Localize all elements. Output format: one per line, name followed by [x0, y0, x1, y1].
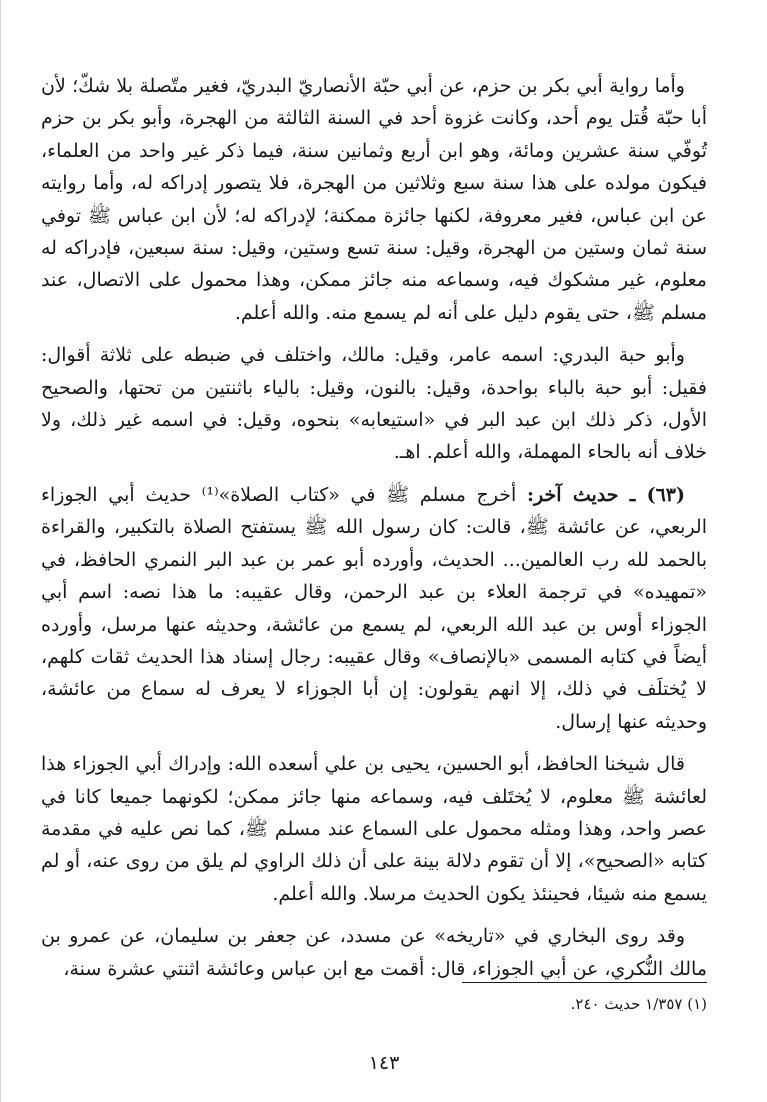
text-line: والصحيح الأول، ذكر ذلك ابن عبد البر في «استيعابه» بنحوه، وقيل: في اسمه غير: [41, 376, 707, 432]
text-line: سبعين، فإدراكه له معلوم، غير مشكوك فيه، وسماعه منه جائز ممكن، وهذا محمول: [41, 237, 707, 292]
text-line: مالك النُّكري، عن أبي الجوزاء، قال: أقمت مع ابن عباس وعائشة اثنتي عشرة سنة،: [63, 957, 707, 980]
paragraph-gap: [41, 738, 707, 748]
text-line: «تمهيده» في ترجمة العلاء بن عبد الرحمن، وقال عقيبه: ما هذا نصه: اسم أبي: [41, 581, 707, 604]
text-line: مقدمة كتابه «الصحيح»، إلا أن تقوم دلالة بينة على أن ذلك الراوي لم يلق من روى: [41, 817, 707, 873]
text-line: في عصر واحد، وهذا ومثله محمول على السماع عند مسلم ﷺ، كما نص عليه في: [41, 785, 707, 840]
paragraph-hadith-63: [41, 479, 707, 738]
paragraph-gap: [41, 910, 707, 920]
text-line: الربعي، عن عائشة ﷺ، قالت: كان رسول الله ﷺ يستفتح الصلاة بالتكبير، والقراءة: [41, 516, 707, 539]
text-line: وأما رواية أبي بكر بن حزم، عن أبي حبّة الأنصاريّ البدريّ، فغير متّصلة بلا: [116, 75, 685, 97]
footnote-divider: [462, 982, 707, 983]
paragraph-abu-habba: [41, 339, 707, 469]
text-line: لا يُختلَف في ذلك، إلا انهم يقولون: إن أبا الجوزاء لا يعرف له سماع من عائشة،: [41, 678, 707, 701]
text-line: أيضاً في كتابه المسمى «بالإنصاف» وقال عقيبه: رجال إسناد هذا الحديث ثقات كلهم،: [41, 645, 707, 668]
page-number: ١٤٣: [368, 1052, 400, 1074]
text-line: بالحمد لله رب العالمين... الحديث، وأورده أبو عمر بن عبد البر النمري الحافظ، في: [41, 548, 707, 571]
paragraph-gap: [41, 329, 707, 339]
footnote: (١) ١/٣٥٧ حديث ٢٤٠.: [570, 995, 707, 1013]
paragraph-abu-bakr-narration: [41, 70, 707, 329]
text-line: ذلك، ولا خلاف أنه بالحاء المهملة، والله أعلم. اهـ.: [41, 409, 707, 464]
main-text: [41, 70, 707, 985]
text-line: بكر بن حزم تُوفّي سنة عشرين ومائة، وهو ابن أربع وثمانين سنة، فيما ذكر غير واحد: [41, 107, 707, 162]
text-line: وقد روى البخاري في «تاريخه» عن مسدد، عن جعفر بن سليمان، عن عمرو بن: [41, 925, 685, 948]
paragraph-gap: [41, 469, 707, 479]
text-line: على الاتصال، عند مسلم ﷺ، حتى يقوم دليل على أنه لم يسمع منه. والله أعلم.: [41, 269, 707, 324]
text-line: أخرج مسلم ﷺ في «كتاب الصلاة»⁽¹⁾ حديث أبي الجوزاء: [41, 483, 517, 506]
text-line: أقوال: فقيل: أبو حبة بالباء بواحدة، وقيل: بالنون، وقيل: بالياء باثنتين من تحتها،: [41, 344, 708, 399]
paragraph-bukhari-tarikh: [41, 920, 707, 985]
text-line: وأبو حبة البدري: اسمه عامر، وقيل: مالك، واختلف في ضبطه على ثلاثة: [99, 344, 685, 367]
text-line: الجوزاء أوس بن عبد الله الربعي، لم يسمع من عائشة، وحديثه عنها مرسل، وأورده: [41, 613, 707, 636]
paragraph-sheikh-comment: [41, 748, 707, 910]
text-line: قال شيخنا الحافظ، أبو الحسين، يحيى بن علي أسعده الله: وإدراك أبي الجوزاء: [72, 753, 685, 776]
hadith-heading: (٦٣) ـ حديث آخر:: [527, 483, 686, 506]
text-line: من العلماء، فيكون مولده على هذا سنة سبع وثلاثين من الهجرة، فلا يتصور إدراكه له،: [41, 139, 707, 195]
text-line: عباس ﷺ توفي سنة ثمان وستين من الهجرة، وقيل: سنة تسع وستين، وقيل: سنة: [41, 204, 707, 260]
text-line: هذا لعائشة ﷺ معلوم، لا يُختَلف فيه، وسماعه منها جائز ممكن؛ لكونهما جميعا كانا: [41, 753, 707, 808]
text-line: عنه، أو لم يسمع منه شيئا، فحينئذ يكون الحديث مرسلا. والله أعلم.: [41, 850, 707, 905]
text-line: شكّ؛ لأن أبا حبّة قُتل يوم أحد، وكانت غزوة أحد في السنة الثالثة من الهجرة، وأبو: [41, 75, 707, 130]
text-line: وحديثه عنها إرسال.: [555, 710, 707, 733]
text-line: وأما روايته عن ابن عباس، فغير معروفة، لكنها جائزة ممكنة؛ لإدراكه له؛ لأن ابن: [41, 172, 707, 227]
